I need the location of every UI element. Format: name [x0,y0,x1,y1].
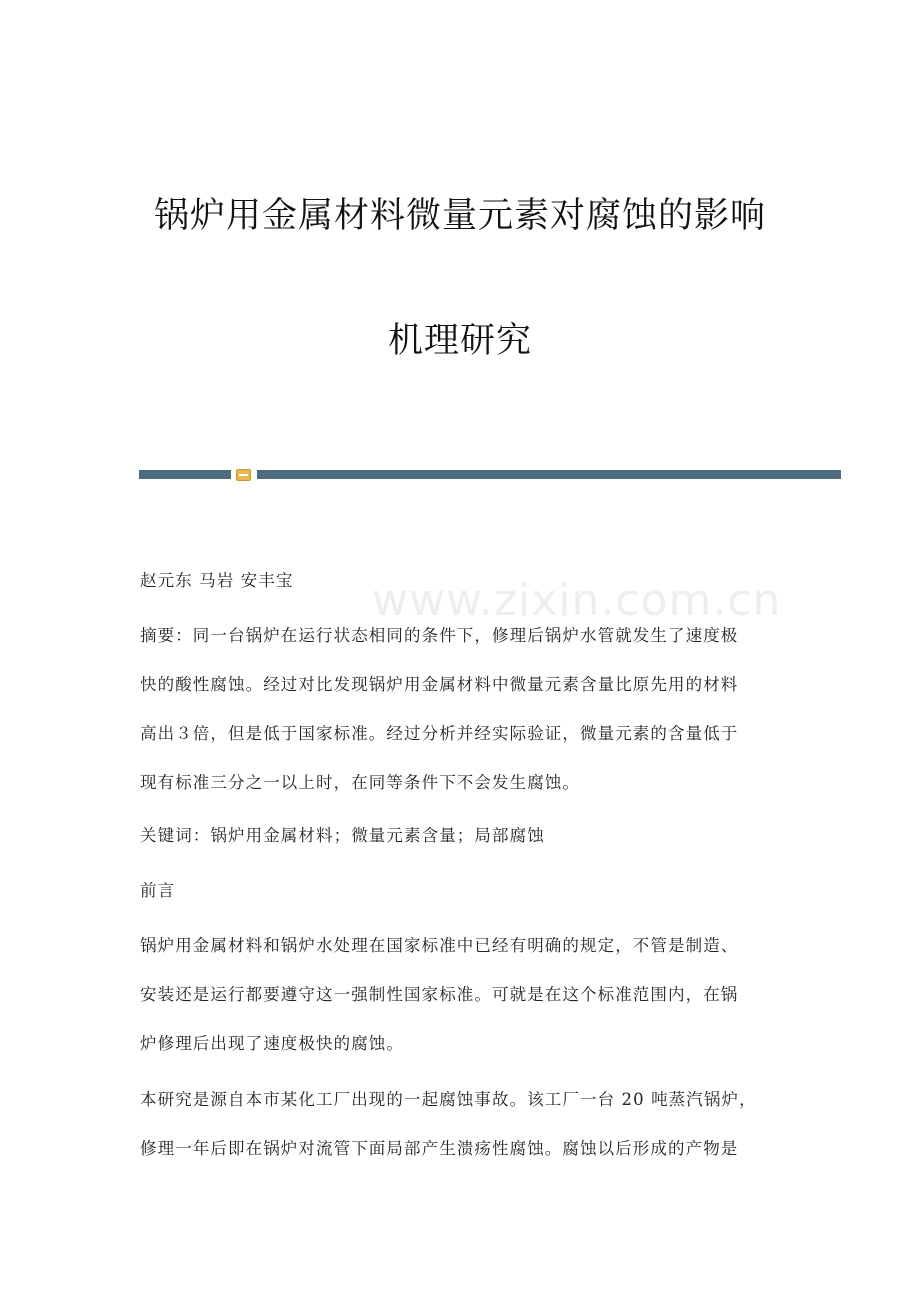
abstract-line: 快的酸性腐蚀。经过对比发现锅炉用金属材料中微量元素含量比原先用的材料 [140,675,739,694]
paragraph-line: 安装还是运行都要遵守这一强制性国家标准。可就是在这个标准范围内，在锅 [140,985,739,1004]
paragraph-line: 炉修理后出现了速度极快的腐蚀。 [140,1034,404,1053]
watermark: www.zixin.com.cn [372,575,782,626]
document-title-line-1: 锅炉用金属材料微量元素对腐蚀的影响 [153,196,766,236]
title-divider-right [257,470,841,479]
document-title-line-2: 机理研究 [387,321,532,361]
authors [140,568,780,593]
keywords [140,823,780,848]
abstract [140,623,780,795]
paragraph-line: 锅炉用金属材料和锅炉水处理在国家标准中已经有明确的规定，不管是制造、 [140,936,739,955]
divider-badge-icon [236,469,251,481]
authors-text: 赵元东 马岩 安丰宝 [140,571,294,590]
abstract-line: 摘要：同一台锅炉在运行状态相同的条件下，修理后锅炉水管就发生了速度极 [140,626,739,645]
abstract-line: 高出３倍，但是低于国家标准。经过分析并经实际验证，微量元素的含量低于 [140,724,739,743]
section-heading-text: 前言 [140,881,176,900]
paragraph-line: 本研究是源自本市某化工厂出现的一起腐蚀事故。该工厂一台 20 吨蒸汽锅炉， [140,1090,757,1109]
paragraph-2 [140,1087,780,1161]
keywords-text: 关键词：锅炉用金属材料；微量元素含量；局部腐蚀 [140,826,545,845]
title-divider-left [139,470,231,479]
section-heading [140,878,780,903]
paragraph-1 [140,933,780,1056]
paragraph-line: 修理一年后即在锅炉对流管下面局部产生溃疡性腐蚀。腐蚀以后形成的产物是 [140,1139,739,1158]
abstract-line: 现有标准三分之一以上时，在同等条件下不会发生腐蚀。 [140,773,580,792]
